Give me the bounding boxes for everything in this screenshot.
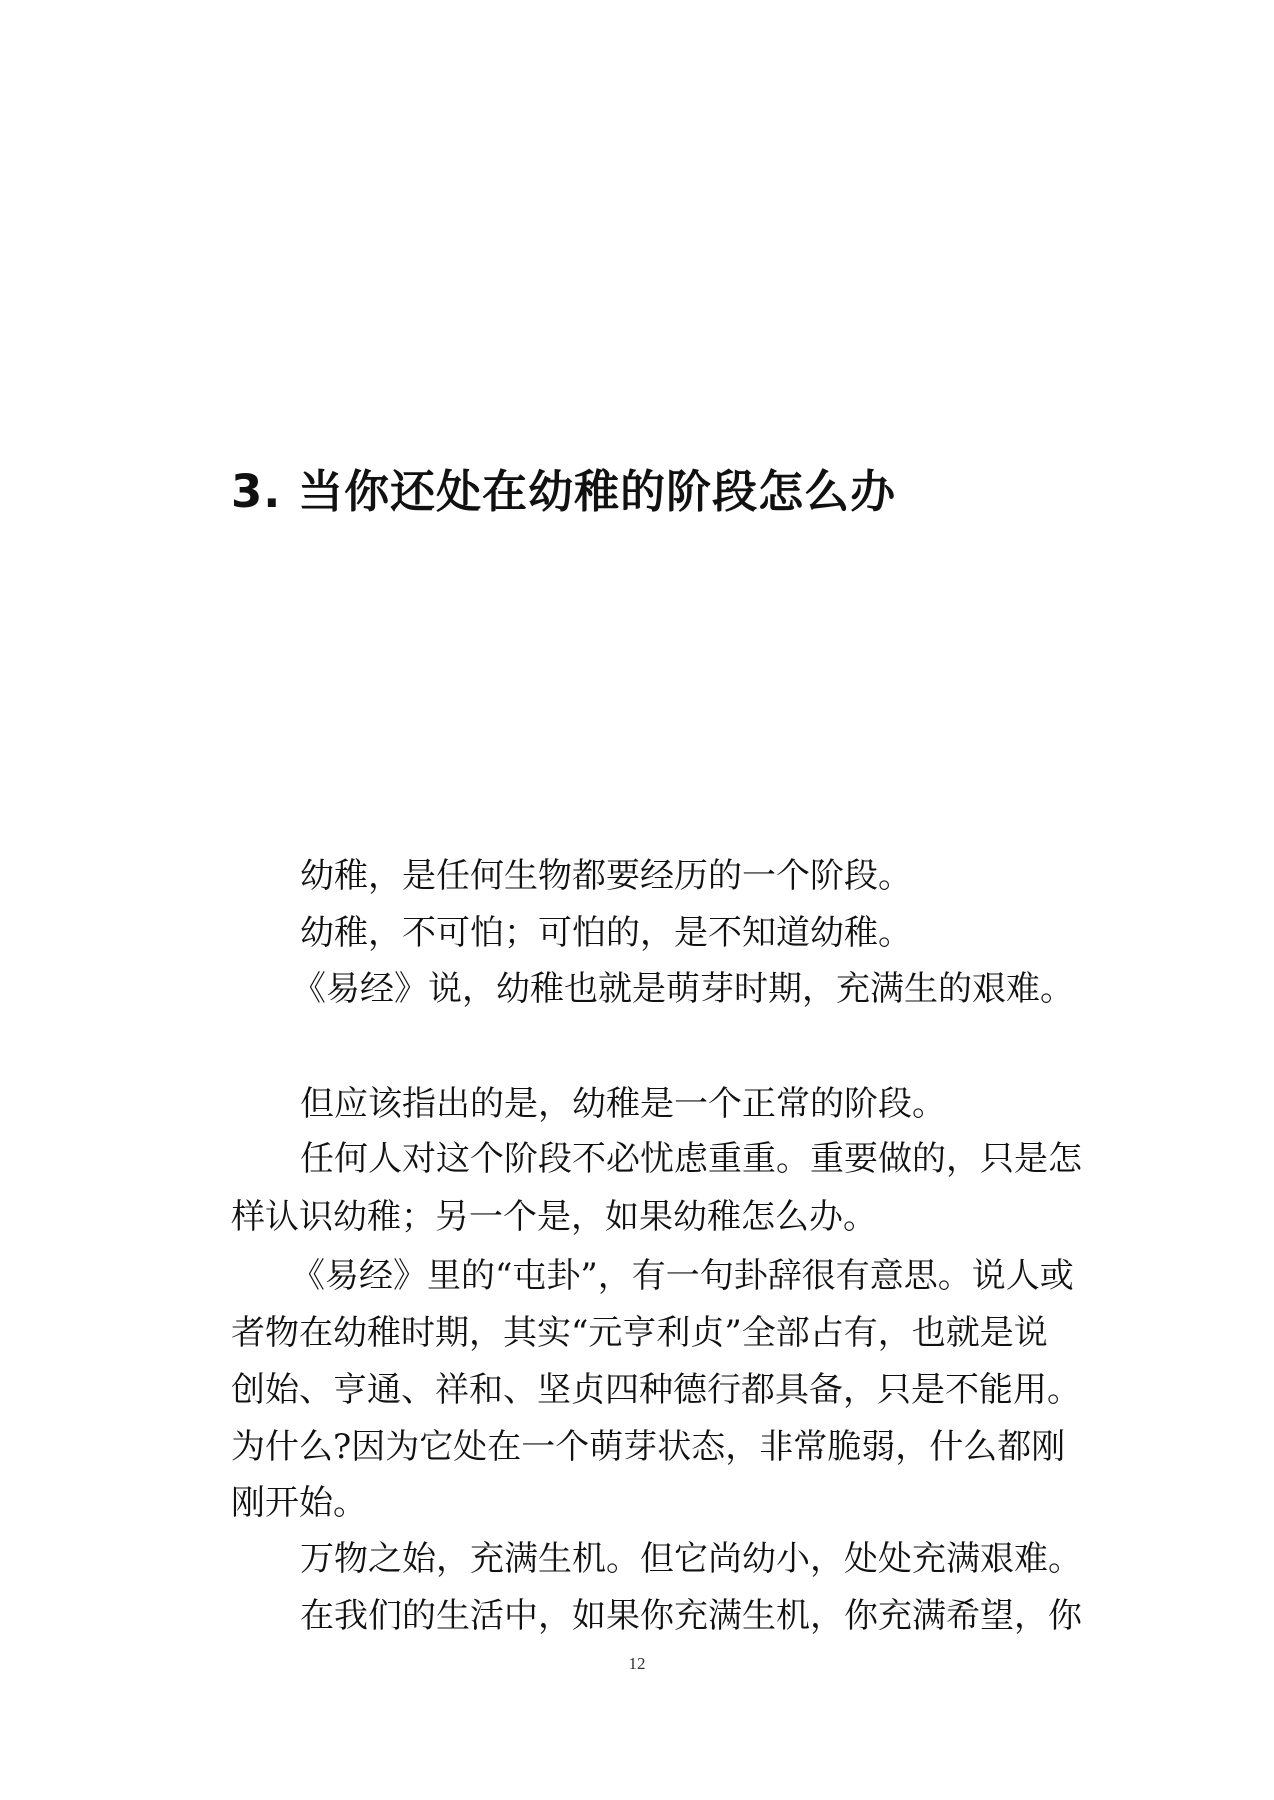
body-line-3: 《易经》说，幼稚也就是萌芽时期，充满生的艰难。 bbox=[292, 969, 1074, 1009]
body-line-9: 创始、亨通、祥和、坚贞四种德行都具备，只是不能用。 bbox=[231, 1370, 1081, 1410]
body-line-7: 《易经》里的“屯卦”，有一句卦辞很有意思。说人或 bbox=[291, 1256, 1074, 1296]
body-line-5: 任何人对这个阶段不必忧虑重重。重要做的，只是怎 bbox=[300, 1139, 1082, 1179]
body-line-1: 幼稚，是任何生物都要经历的一个阶段。 bbox=[300, 856, 912, 896]
page-number: 12 bbox=[628, 1654, 646, 1673]
body-line-12: 万物之始，充满生机。但它尚幼小，处处充满艰难。 bbox=[300, 1539, 1082, 1579]
body-line-6: 样认识幼稚；另一个是，如果幼稚怎么办。 bbox=[231, 1197, 877, 1237]
body-line-8: 者物在幼稚时期，其实“元亨利贞”全部占有，也就是说 bbox=[231, 1313, 1048, 1353]
body-line-2: 幼稚，不可怕；可怕的，是不知道幼稚。 bbox=[300, 913, 912, 953]
body-line-11: 刚开始。 bbox=[231, 1483, 367, 1523]
body-line-4: 但应该指出的是，幼稚是一个正常的阶段。 bbox=[300, 1084, 946, 1124]
body-line-10: 为什么?因为它处在一个萌芽状态，非常脆弱，什么都刚 bbox=[231, 1427, 1066, 1467]
chapter-title: 3. 当你还处在幼稚的阶段怎么办 bbox=[231, 465, 897, 518]
body-line-13: 在我们的生活中，如果你充满生机，你充满希望，你 bbox=[300, 1596, 1082, 1636]
